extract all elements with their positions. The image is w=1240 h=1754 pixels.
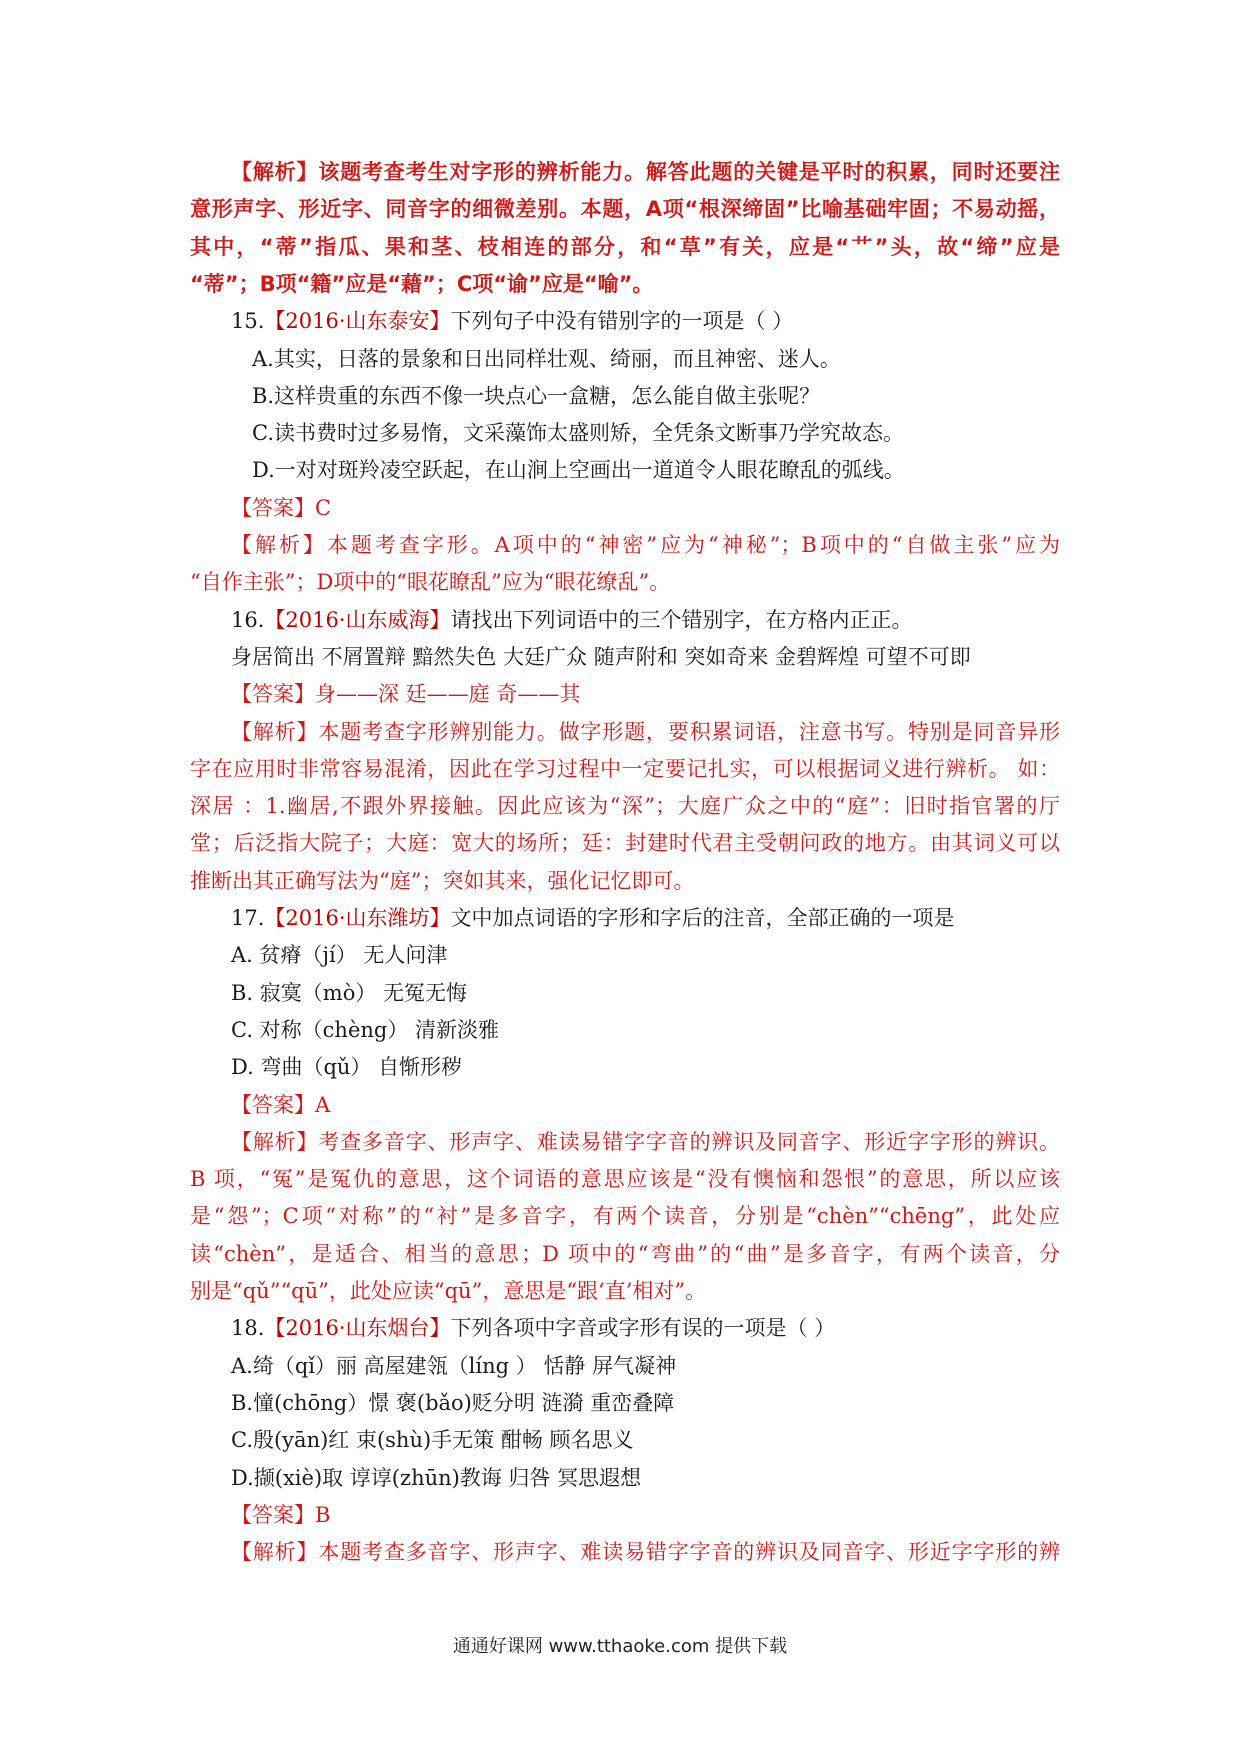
text-line: B. 寂寞（mò） 无冤无悔 (231, 980, 468, 1005)
text-line: “自作主张”；D项中的“眼花瞭乱”应为“眼花缭乱”。 (190, 570, 671, 595)
text-line: B.憧(chōng）憬 褒(bǎo)贬分明 涟漪 重峦叠障 (231, 1390, 675, 1415)
text-line: C.读书费时过多易惰，文采藻饰太盛则矫，全凭条文断事乃学究故态。 (252, 421, 904, 446)
text-line: 身居简出 不屑置辩 黯然失色 大廷广众 随声附和 突如奇来 金碧辉煌 可望不可即 (231, 644, 971, 669)
text-line: 堂；后泛指大院子；大庭：宽大的场所；廷：封建时代君主受朝问政的地方。由其词义可以 (190, 831, 1060, 856)
text-line: B 项，“冤”是冤仇的意思，这个词语的意思应该是“没有懊恼和怨恨”的意思，所以应该 (190, 1167, 1060, 1192)
text-line: 18.【2016·山东烟台】下列各项中字音或字形有误的一项是（ ） (231, 1316, 836, 1341)
text-line: A. 贫瘠（jí） 无人问津 (231, 943, 448, 968)
text-line: C. 对称（chèng） 清新淡雅 (231, 1017, 500, 1042)
text-line: 【答案】B (231, 1502, 331, 1527)
text-line: 17.【2016·山东潍坊】文中加点词语的字形和字后的注音，全部正确的一项是 (231, 906, 955, 930)
text-line: 深居 ：1.幽居,不跟外界接触。因此应该为“深”；大庭广众之中的“庭”：旧时指官署的厅 (190, 794, 1060, 819)
text-line: 【答案】身——深 廷——庭 奇——其 (231, 682, 581, 707)
text-line: 意形声字、形近字、同音字的细微差别。本题，A项“根深缔固”比喻基础牢固；不易动摇， (190, 197, 1060, 222)
text-line: 【解析】本题考查多音字、形声字、难读易错字字音的辨识及同音字、形近字字形的辨 (231, 1540, 1060, 1565)
text-line: 【解析】该题考查考生对字形的辨析能力。解答此题的关键是平时的积累，同时还要注 (231, 160, 1060, 184)
text-line: 别是“qǔ”“qū”，此处应读“qū”，意思是“跟‘直’相对”。 (190, 1279, 707, 1303)
text-line: “蒂”；B项“籍”应是“藉”；C项“谕”应是“喻”。 (190, 271, 654, 296)
text-line: 推断出其正确写法为“庭”；突如其来，强化记忆即可。 (190, 868, 695, 893)
text-line: C.殷(yān)红 束(shù)手无策 酣畅 顾名思义 (231, 1428, 634, 1453)
text-line: 16.【2016·山东威海】请找出下列词语中的三个错别字，在方格内正正。 (231, 607, 913, 632)
text-line: 【答案】A (231, 1092, 331, 1117)
text-line: D.撷(xiè)取 谆谆(zhūn)教诲 归咎 冥思遐想 (231, 1465, 642, 1490)
text-line: D.一对对斑羚凌空跃起，在山涧上空画出一道道令人眼花瞭乱的弧线。 (252, 458, 905, 483)
text-line: D. 弯曲（qǔ） 自惭形秽 (231, 1055, 463, 1080)
text-line: A.绮（qǐ）丽 高屋建瓴（líng ） 恬静 屏气凝神 (231, 1353, 677, 1378)
text-line: 【解析】考查多音字、形声字、难读易错字字音的辨识及同音字、形近字字形的辨识。 (231, 1129, 1060, 1154)
text-line: 【解析】本题考查字形辨别能力。做字形题，要积累词语，注意书写。特别是同音异形 (231, 719, 1060, 744)
text-line: 字在应用时非常容易混淆，因此在学习过程中一定要记扎实，可以根据词义进行辨析。 如： (190, 756, 1060, 781)
text-line: 是“怨”；C项“对称”的“衬”是多音字，有两个读音，分别是“chèn”“chēng”，此处应 (190, 1204, 1060, 1229)
text-line: 【解析】本题考查字形。A项中的“神密”应为“神秘”；B项中的“自做主张”应为 (231, 533, 1060, 557)
text-line: 【答案】C (231, 495, 332, 520)
text-line: 15.【2016·山东泰安】下列句子中没有错别字的一项是（ ） (231, 309, 794, 334)
text-line: B.这样贵重的东西不像一块点心一盒糖，怎么能自做主张呢？ (252, 383, 821, 408)
text-line: 其中，“蒂”指瓜、果和茎、枝相连的部分，和“草”有关，应是“艹”头，故“缔”应是 (190, 234, 1060, 259)
text-line: A.其实，日落的景象和日出同样壮观、绮丽，而且神密、迷人。 (252, 346, 841, 371)
page-footer: 通通好课网 www.tthaoke.com 提供下载 (452, 1636, 788, 1657)
text-line: 读“chèn”，是适合、相当的意思；D 项中的“弯曲”的“曲”是多音字，有两个读音，分 (190, 1241, 1060, 1266)
